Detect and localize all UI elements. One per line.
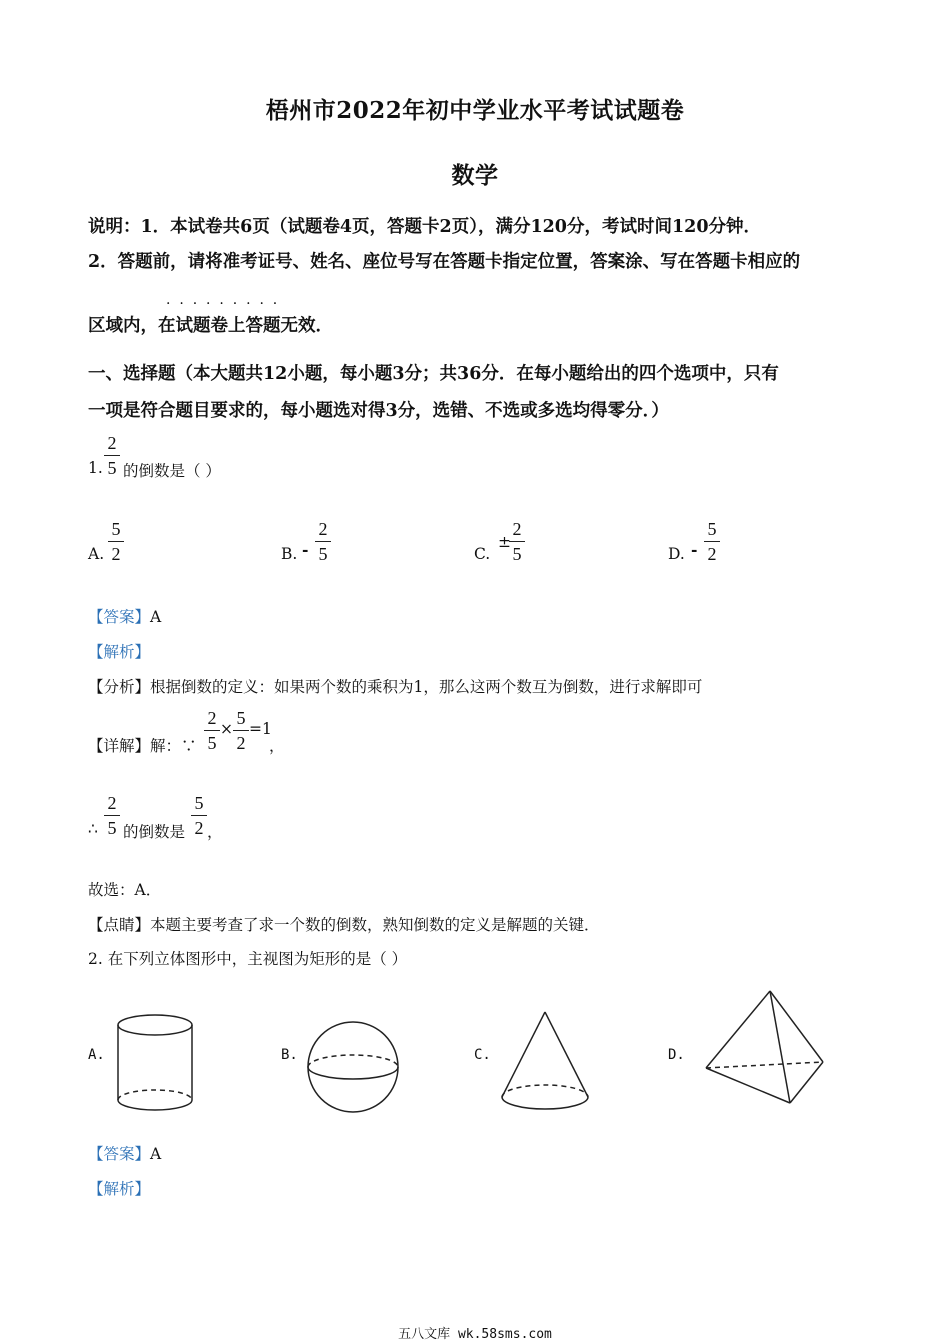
sphere-equator-back	[308, 1055, 398, 1067]
q1-option-a-num: 5	[111, 519, 121, 539]
note-line-3-post: ．	[315, 316, 333, 336]
dianjing-tag: 【点睛】	[88, 916, 151, 934]
q2-answer	[88, 1142, 161, 1164]
note-line-1: 说明：1．本试卷共6页（试题卷4页，答题卡2页），满分120分，考试时间120分钟．	[88, 217, 762, 237]
q1-option-d-num: 5	[707, 519, 717, 539]
tetrahedron-figure	[706, 991, 823, 1103]
emphasis-dots: · · · · · · · · ·	[166, 296, 278, 312]
detail-f2-num: 5	[236, 708, 246, 728]
sphere-figure	[308, 1022, 398, 1112]
q2-figure-a-label: A.	[88, 1047, 105, 1063]
q1-fraction-num: 2	[107, 433, 117, 453]
q1-option-d-sign: -	[691, 540, 698, 559]
dianjing-text: 本题主要考查了求一个数的倒数，熟知倒数的定义是解题的关键．	[150, 916, 600, 934]
q1-option-d-label: D.	[668, 545, 685, 563]
cone-base-back	[502, 1085, 588, 1097]
q1-number: 1.	[88, 459, 103, 477]
tetra-edge-4	[706, 1068, 790, 1103]
q1-fraction-den: 5	[107, 458, 117, 478]
q2-stem: 2. 在下列立体图形中，主视图为矩形的是（ ）	[88, 950, 408, 968]
th-f1-den: 5	[107, 818, 117, 838]
cylinder-bottom-front	[118, 1100, 192, 1110]
answer-value: A	[150, 608, 162, 626]
answer-tag: 【答案】	[88, 1145, 151, 1163]
q1-option-b-sign: -	[302, 540, 309, 559]
q1-option-a-label: A.	[88, 545, 105, 563]
detail-f2-den: 2	[236, 733, 246, 753]
tetra-edge-2	[770, 991, 823, 1062]
exam-title: 梧州市2022年初中学业水平考试试题卷	[265, 97, 685, 124]
therefore-end: ，	[207, 823, 223, 841]
subject-title: 数学	[451, 162, 499, 189]
note-line-3-emphasis: 在试题卷上答题无效	[158, 316, 316, 336]
q1-stem: 的倒数是（ ）	[123, 462, 221, 480]
detail-comma: ，	[269, 737, 285, 755]
th-f2-num: 5	[194, 793, 204, 813]
q1-option-a-den: 2	[111, 544, 121, 564]
q1-option-b-num: 2	[318, 519, 328, 539]
therefore-sign: ∴	[88, 820, 98, 838]
q2-figure-d-label: D.	[668, 1047, 685, 1063]
note-line-2: 2．答题前，请将准考证号、姓名、座位号写在答题卡指定位置，答案涂、写在答题卡相应的	[88, 252, 801, 272]
tetra-hidden-edge	[706, 1062, 823, 1068]
q1-option-c-den: 5	[512, 544, 522, 564]
q2-figure-b-label: B.	[281, 1047, 298, 1063]
answer-tag: 【答案】	[88, 608, 151, 626]
q1-option-d-den: 2	[707, 544, 717, 564]
footer-watermark: 五八文库 wk.58sms.com	[398, 1327, 552, 1342]
sphere-outline	[308, 1022, 398, 1112]
q1-analysis-tag: 【解析】	[88, 643, 151, 661]
cone-base-front	[502, 1097, 588, 1109]
th-f1-num: 2	[107, 793, 117, 813]
cone-figure	[502, 1012, 588, 1109]
note-line-3-pre: 区域内，	[88, 316, 158, 336]
q1-option-c-sign: ±	[498, 533, 511, 551]
tetra-edge-5	[790, 1062, 823, 1103]
cone-left-edge	[502, 1012, 545, 1097]
q1-option-c-label: C.	[474, 545, 491, 563]
q1-option-b-label: B.	[281, 545, 298, 563]
tetra-edge-3	[770, 991, 790, 1103]
answer-value: A	[150, 1145, 162, 1163]
therefore-mid: 的倒数是	[123, 823, 186, 841]
sphere-equator-front	[308, 1067, 398, 1079]
th-f2-den: 2	[194, 818, 204, 838]
tetra-edge-1	[706, 991, 770, 1068]
section-heading-line-2: 一项是符合题目要求的，每小题选对得3分，选错、不选或多选均得零分．）	[88, 401, 669, 421]
q2-figure-c-label: C.	[474, 1047, 491, 1063]
detail-f1-num: 2	[207, 708, 217, 728]
cone-right-edge	[545, 1012, 588, 1097]
q1-option-b-den: 5	[318, 544, 328, 564]
cylinder-bottom-back	[118, 1090, 192, 1100]
times-sign: ×	[220, 720, 233, 738]
detail-tag: 【详解】	[88, 737, 151, 755]
fenxi-text: 根据倒数的定义：如果两个数的乘积为1，那么这两个数互为倒数，进行求解即可	[150, 678, 703, 696]
detail-pre: 解：∵	[150, 737, 197, 755]
cylinder-top-ellipse	[118, 1015, 192, 1035]
cylinder-figure	[118, 1015, 192, 1110]
q1-option-c-num: 2	[512, 519, 522, 539]
q2-analysis-tag: 【解析】	[88, 1180, 151, 1198]
fenxi-tag: 【分析】	[88, 678, 151, 696]
section-heading-line-1: 一、选择题（本大题共12小题，每小题3分；共36分．在每小题给出的四个选项中，只有	[88, 364, 779, 384]
q1-choose: 故选：A．	[88, 881, 162, 899]
equals-one: =1	[249, 720, 272, 738]
detail-f1-den: 5	[207, 733, 217, 753]
